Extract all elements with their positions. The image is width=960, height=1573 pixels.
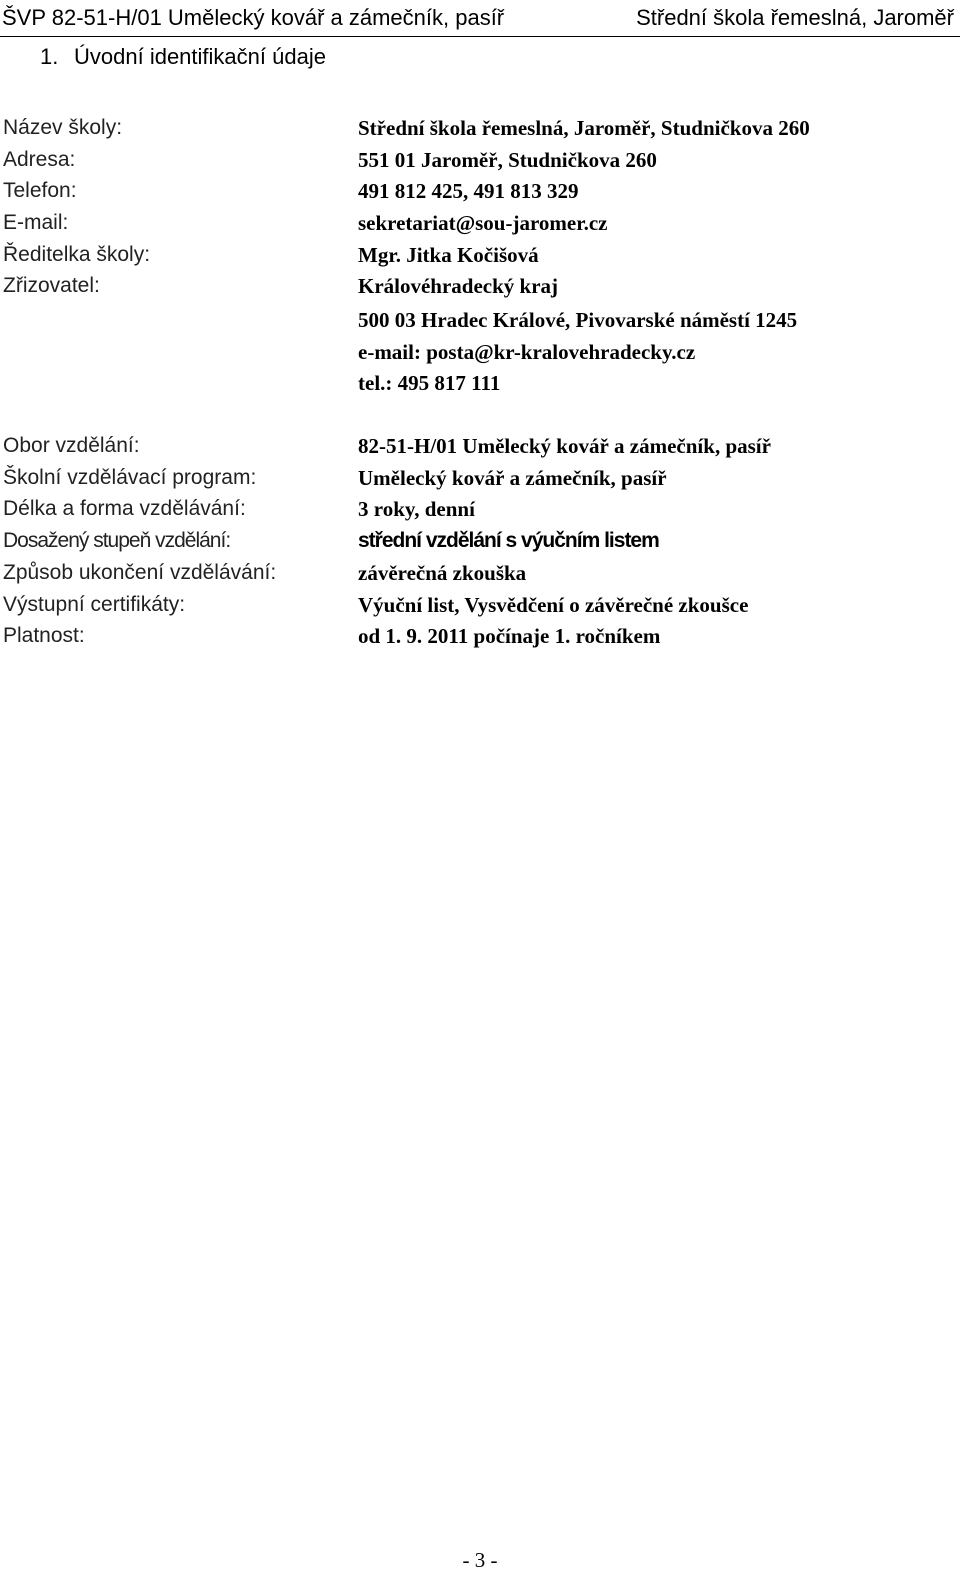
field-label: Obor vzdělání: bbox=[3, 434, 140, 457]
header-document-title: ŠVP 82-51-H/01 Umělecký kovář a zámečník, pasíř bbox=[2, 5, 505, 30]
completion-row bbox=[0, 561, 960, 591]
founder-name: Královéhradecký kraj bbox=[358, 274, 559, 298]
school-name-label: Název školy: bbox=[3, 116, 123, 139]
founder-email-row bbox=[0, 340, 960, 370]
validity-row bbox=[0, 624, 960, 654]
validity-label: Platnost: bbox=[3, 624, 85, 647]
sep-row bbox=[0, 466, 960, 496]
field-value: 82-51-H/01 Umělecký kovář a zámečník, pasíř bbox=[358, 434, 771, 458]
header-school-name: Střední škola řemeslná, Jaroměř bbox=[636, 5, 954, 30]
certificates-row bbox=[0, 593, 960, 623]
sep-label: Školní vzdělávací program: bbox=[3, 466, 257, 489]
level-label: Dosažený stupeň vzdělání: bbox=[3, 529, 231, 552]
address-value: 551 01 Jaroměř, Studničkova 260 bbox=[358, 148, 657, 172]
director-label: Ředitelka školy: bbox=[3, 243, 151, 266]
certificates-value: Výuční list, Vysvědčení o závěrečné zkoušce bbox=[358, 593, 749, 617]
sep-value: Umělecký kovář a zámečník, pasíř bbox=[358, 466, 667, 490]
completion-label: Způsob ukončení vzdělávání: bbox=[3, 561, 277, 584]
level-row bbox=[0, 529, 960, 559]
director-row bbox=[0, 243, 960, 273]
founder-email[interactable]: e-mail: posta@kr-kralovehradecky.cz bbox=[358, 340, 696, 364]
founder-address: 500 03 Hradec Králové, Pivovarské náměstí 1245 bbox=[358, 308, 798, 332]
phone-row bbox=[0, 179, 960, 209]
field-row bbox=[0, 434, 960, 464]
level-value: střední vzdělání s výučním listem bbox=[358, 529, 659, 552]
email-value[interactable]: sekretariat@sou-jaromer.cz bbox=[358, 211, 608, 235]
phone-label: Telefon: bbox=[3, 179, 77, 202]
section-number: 1. bbox=[40, 44, 59, 69]
certificates-label: Výstupní certifikáty: bbox=[3, 593, 186, 616]
length-label: Délka a forma vzdělávání: bbox=[3, 497, 246, 520]
section-heading bbox=[40, 44, 326, 70]
address-label: Adresa: bbox=[3, 148, 76, 171]
founder-address-row bbox=[0, 308, 960, 338]
email-row bbox=[0, 211, 960, 241]
director-value: Mgr. Jitka Kočišová bbox=[358, 243, 539, 267]
phone-value: 491 812 425, 491 813 329 bbox=[358, 179, 579, 203]
section-title: Úvodní identifikační údaje bbox=[74, 44, 326, 69]
address-row bbox=[0, 148, 960, 178]
page-number: - 3 - bbox=[462, 1548, 498, 1572]
founder-label: Zřizovatel: bbox=[3, 274, 100, 297]
school-name-row bbox=[0, 116, 960, 146]
founder-row bbox=[0, 274, 960, 304]
founder-phone: tel.: 495 817 111 bbox=[358, 371, 501, 395]
founder-phone-row bbox=[0, 371, 960, 401]
length-value: 3 roky, denní bbox=[358, 497, 475, 521]
email-label: E-mail: bbox=[3, 211, 69, 234]
page-header bbox=[0, 2, 960, 37]
length-row bbox=[0, 497, 960, 527]
validity-value: od 1. 9. 2011 počínaje 1. ročníkem bbox=[358, 624, 661, 648]
school-name-value: Střední škola řemeslná, Jaroměř, Studničkova 260 bbox=[358, 116, 810, 140]
completion-value: závěrečná zkouška bbox=[358, 561, 527, 585]
